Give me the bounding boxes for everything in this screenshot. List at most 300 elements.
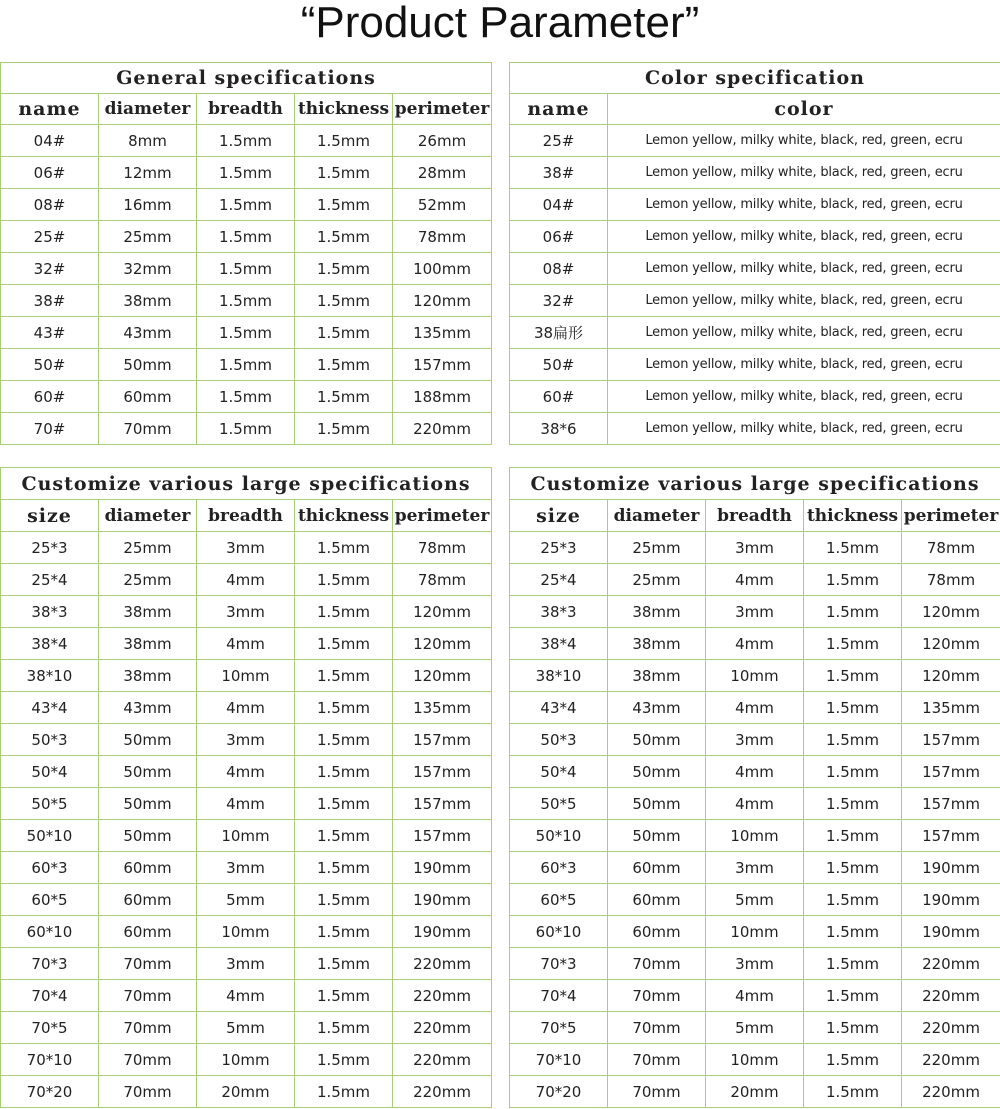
column-header: breadth <box>706 500 804 532</box>
table-cell: 120mm <box>902 596 1000 628</box>
table-row <box>1 317 492 349</box>
table-cell: 1.5mm <box>197 413 295 445</box>
table-row <box>510 948 1000 980</box>
table-row <box>1 125 492 157</box>
table-cell: 220mm <box>902 1076 1000 1108</box>
table-row <box>1 285 492 317</box>
table-cell: 3mm <box>197 948 295 980</box>
table-cell: 190mm <box>393 852 492 884</box>
table-row <box>1 349 492 381</box>
table-row <box>510 317 1000 349</box>
table-cell: 3mm <box>706 532 804 564</box>
column-header: diameter <box>99 500 197 532</box>
table-row <box>510 916 1000 948</box>
table-cell: 220mm <box>902 980 1000 1012</box>
table-cell: 38*10 <box>510 660 608 692</box>
table-cell: 1.5mm <box>804 884 902 916</box>
table-cell: Lemon yellow, milky white, black, red, green, ecru <box>608 317 1000 349</box>
table-cell: Lemon yellow, milky white, black, red, green, ecru <box>608 413 1000 445</box>
table-cell: 10mm <box>706 916 804 948</box>
table-cell: 1.5mm <box>295 628 393 660</box>
table-cell: 1.5mm <box>804 948 902 980</box>
table-cell: 43mm <box>99 692 197 724</box>
table-cell: 10mm <box>706 660 804 692</box>
table-cell: 3mm <box>197 724 295 756</box>
table-row <box>1 532 492 564</box>
table-cell: 78mm <box>902 532 1000 564</box>
table-cell: 220mm <box>902 948 1000 980</box>
table-cell: 190mm <box>902 852 1000 884</box>
table-cell: 70mm <box>99 1044 197 1076</box>
table-cell: 38*4 <box>1 628 99 660</box>
table-cell: Lemon yellow, milky white, black, red, green, ecru <box>608 189 1000 221</box>
table-cell: 1.5mm <box>295 788 393 820</box>
table-cell: 70*4 <box>510 980 608 1012</box>
table-cell: 1.5mm <box>295 724 393 756</box>
table-cell: 70*10 <box>510 1044 608 1076</box>
column-header: perimeter <box>902 500 1000 532</box>
table-cell: 100mm <box>393 253 492 285</box>
table-row <box>510 1012 1000 1044</box>
table-cell: 38mm <box>99 628 197 660</box>
table-row <box>510 125 1000 157</box>
table-row <box>510 980 1000 1012</box>
table-cell: 1.5mm <box>197 349 295 381</box>
table-cell: 3mm <box>706 724 804 756</box>
table-cell: 70*20 <box>510 1076 608 1108</box>
table-cell: 10mm <box>197 1044 295 1076</box>
table-cell: 157mm <box>902 820 1000 852</box>
general-spec-title: General specifications <box>1 63 492 94</box>
table-cell: 04# <box>510 189 608 221</box>
table-cell: 60mm <box>608 916 706 948</box>
table-cell: 60# <box>510 381 608 413</box>
table-cell: 10mm <box>706 1044 804 1076</box>
general-spec-table <box>0 62 492 445</box>
table-cell: 1.5mm <box>804 596 902 628</box>
table-row <box>1 1012 492 1044</box>
table-cell: 70*5 <box>510 1012 608 1044</box>
table-row <box>510 221 1000 253</box>
table-row <box>1 852 492 884</box>
table-cell: 10mm <box>197 916 295 948</box>
table-cell: 5mm <box>706 884 804 916</box>
table-cell: 1.5mm <box>197 125 295 157</box>
table-cell: 4mm <box>706 788 804 820</box>
table-row <box>510 285 1000 317</box>
table-cell: Lemon yellow, milky white, black, red, green, ecru <box>608 125 1000 157</box>
table-cell: 10mm <box>197 820 295 852</box>
table-cell: 1.5mm <box>197 189 295 221</box>
table-cell: 4mm <box>197 756 295 788</box>
table-cell: 38mm <box>99 285 197 317</box>
table-cell: 220mm <box>902 1012 1000 1044</box>
table-cell: 50*5 <box>1 788 99 820</box>
table-cell: 1.5mm <box>295 692 393 724</box>
table-cell: 4mm <box>197 628 295 660</box>
table-cell: 06# <box>1 157 99 189</box>
table-cell: 50mm <box>608 724 706 756</box>
table-cell: 38*3 <box>1 596 99 628</box>
table-cell: 1.5mm <box>804 756 902 788</box>
table-cell: 78mm <box>902 564 1000 596</box>
table-cell: 60*10 <box>1 916 99 948</box>
table-cell: 25# <box>1 221 99 253</box>
custom-spec-title: Customize various large specifications <box>510 468 1000 500</box>
table-row <box>1 413 492 445</box>
table-cell: 1.5mm <box>295 852 393 884</box>
table-cell: 60mm <box>99 884 197 916</box>
custom-spec-table-left <box>0 467 492 1108</box>
table-cell: 1.5mm <box>804 1012 902 1044</box>
table-cell: 220mm <box>393 413 492 445</box>
table-cell: 1.5mm <box>804 532 902 564</box>
table-row <box>510 692 1000 724</box>
table-cell: 157mm <box>902 724 1000 756</box>
table-cell: 1.5mm <box>804 820 902 852</box>
table-row <box>1 724 492 756</box>
table-cell: 1.5mm <box>197 253 295 285</box>
column-header: color <box>608 94 1000 125</box>
table-cell: 78mm <box>393 532 492 564</box>
table-cell: 135mm <box>393 317 492 349</box>
custom-spec-title: Customize various large specifications <box>1 468 492 500</box>
column-header: thickness <box>295 500 393 532</box>
table-row <box>510 820 1000 852</box>
table-cell: 50*4 <box>1 756 99 788</box>
table-cell: 1.5mm <box>295 221 393 253</box>
table-cell: 157mm <box>393 349 492 381</box>
table-cell: 1.5mm <box>295 1076 393 1108</box>
table-cell: 220mm <box>902 1044 1000 1076</box>
table-cell: 38# <box>510 157 608 189</box>
table-cell: 25*4 <box>510 564 608 596</box>
table-cell: 10mm <box>706 820 804 852</box>
table-cell: 3mm <box>706 596 804 628</box>
table-cell: 26mm <box>393 125 492 157</box>
table-cell: 43mm <box>608 692 706 724</box>
table-row <box>510 564 1000 596</box>
table-cell: 38mm <box>608 660 706 692</box>
table-cell: 25*3 <box>1 532 99 564</box>
table-cell: 1.5mm <box>804 1044 902 1076</box>
table-cell: 4mm <box>706 564 804 596</box>
table-cell: 70mm <box>99 948 197 980</box>
table-cell: 70*10 <box>1 1044 99 1076</box>
table-cell: 60mm <box>99 381 197 413</box>
table-row <box>510 253 1000 285</box>
page-title: “Product Parameter” <box>300 0 700 47</box>
table-cell: 4mm <box>197 788 295 820</box>
table-cell: 1.5mm <box>295 884 393 916</box>
table-row <box>1 692 492 724</box>
table-row <box>1 916 492 948</box>
table-cell: 20mm <box>197 1076 295 1108</box>
table-cell: 4mm <box>706 628 804 660</box>
table-cell: 4mm <box>706 980 804 1012</box>
table-cell: 157mm <box>393 788 492 820</box>
table-cell: 1.5mm <box>295 157 393 189</box>
table-cell: 70mm <box>608 948 706 980</box>
table-row <box>510 413 1000 445</box>
table-cell: 12mm <box>99 157 197 189</box>
color-spec-table <box>509 62 1000 445</box>
table-cell: 78mm <box>393 221 492 253</box>
table-cell: 3mm <box>197 852 295 884</box>
table-row <box>510 349 1000 381</box>
table-cell: 10mm <box>197 660 295 692</box>
table-cell: 25*3 <box>510 532 608 564</box>
color-spec-title: Color specification <box>510 63 1000 94</box>
table-row <box>1 756 492 788</box>
table-cell: 3mm <box>197 532 295 564</box>
table-cell: 220mm <box>393 948 492 980</box>
table-cell: 60*5 <box>510 884 608 916</box>
table-cell: 50# <box>510 349 608 381</box>
table-cell: 1.5mm <box>295 596 393 628</box>
table-cell: 25*4 <box>1 564 99 596</box>
table-cell: 70mm <box>608 980 706 1012</box>
table-header-row <box>1 500 492 532</box>
table-cell: 157mm <box>902 756 1000 788</box>
table-cell: 78mm <box>393 564 492 596</box>
table-cell: 70*20 <box>1 1076 99 1108</box>
table-cell: 60*3 <box>1 852 99 884</box>
table-cell: 50mm <box>99 756 197 788</box>
table-cell: 1.5mm <box>804 660 902 692</box>
table-row <box>510 788 1000 820</box>
table-cell: 50*3 <box>1 724 99 756</box>
table-row <box>1 1076 492 1108</box>
table-cell: 43mm <box>99 317 197 349</box>
table-cell: 1.5mm <box>295 564 393 596</box>
table-cell: 60mm <box>99 852 197 884</box>
table-cell: 60mm <box>608 884 706 916</box>
table-cell: Lemon yellow, milky white, black, red, green, ecru <box>608 157 1000 189</box>
table-cell: 1.5mm <box>295 1012 393 1044</box>
column-header: thickness <box>295 94 393 125</box>
column-header: perimeter <box>393 94 492 125</box>
table-row <box>1 253 492 285</box>
table-row <box>510 1044 1000 1076</box>
table-cell: 50mm <box>608 788 706 820</box>
table-row <box>1 221 492 253</box>
table-cell: 20mm <box>706 1076 804 1108</box>
table-row <box>1 157 492 189</box>
table-cell: 220mm <box>393 1044 492 1076</box>
table-row <box>510 628 1000 660</box>
table-cell: 50mm <box>99 724 197 756</box>
table-cell: 190mm <box>902 916 1000 948</box>
table-cell: Lemon yellow, milky white, black, red, green, ecru <box>608 381 1000 413</box>
table-cell: 32# <box>1 253 99 285</box>
table-row <box>510 724 1000 756</box>
table-cell: 16mm <box>99 189 197 221</box>
table-cell: 220mm <box>393 1012 492 1044</box>
table-cell: 1.5mm <box>295 349 393 381</box>
table-cell: 4mm <box>197 564 295 596</box>
table-cell: 4mm <box>706 692 804 724</box>
table-row <box>510 1076 1000 1108</box>
table-row <box>1 788 492 820</box>
table-cell: 38*10 <box>1 660 99 692</box>
table-cell: 1.5mm <box>295 820 393 852</box>
table-cell: 32mm <box>99 253 197 285</box>
table-cell: 50*5 <box>510 788 608 820</box>
table-cell: 1.5mm <box>295 285 393 317</box>
table-cell: 04# <box>1 125 99 157</box>
table-cell: 28mm <box>393 157 492 189</box>
table-cell: 70*3 <box>510 948 608 980</box>
table-cell: 157mm <box>393 724 492 756</box>
table-cell: 52mm <box>393 189 492 221</box>
table-header-row <box>510 500 1000 532</box>
table-row <box>510 189 1000 221</box>
table-row <box>1 189 492 221</box>
table-cell: 25mm <box>99 221 197 253</box>
table-cell: 38mm <box>608 628 706 660</box>
column-header: size <box>1 500 99 532</box>
table-cell: 38*3 <box>510 596 608 628</box>
table-cell: 38mm <box>608 596 706 628</box>
table-cell: 25mm <box>608 532 706 564</box>
table-cell: 8mm <box>99 125 197 157</box>
table-cell: 1.5mm <box>295 980 393 1012</box>
table-cell: 50# <box>1 349 99 381</box>
table-row <box>510 660 1000 692</box>
table-cell: 1.5mm <box>295 756 393 788</box>
table-header-row <box>1 94 492 125</box>
table-cell: 60*3 <box>510 852 608 884</box>
table-cell: 1.5mm <box>295 916 393 948</box>
table-cell: 188mm <box>393 381 492 413</box>
table-cell: 1.5mm <box>804 628 902 660</box>
table-cell: Lemon yellow, milky white, black, red, green, ecru <box>608 221 1000 253</box>
table-row <box>510 596 1000 628</box>
table-cell: 1.5mm <box>804 724 902 756</box>
column-header: perimeter <box>393 500 492 532</box>
column-header: breadth <box>197 500 295 532</box>
table-cell: 50mm <box>99 349 197 381</box>
table-cell: 1.5mm <box>295 413 393 445</box>
table-cell: 60mm <box>99 916 197 948</box>
column-header: name <box>1 94 99 125</box>
table-cell: 3mm <box>706 948 804 980</box>
table-cell: 4mm <box>197 692 295 724</box>
table-row <box>1 948 492 980</box>
table-cell: 157mm <box>393 756 492 788</box>
table-cell: 157mm <box>902 788 1000 820</box>
table-cell: 1.5mm <box>804 1076 902 1108</box>
table-cell: 70mm <box>608 1076 706 1108</box>
table-cell: 1.5mm <box>804 852 902 884</box>
table-cell: 1.5mm <box>804 916 902 948</box>
table-cell: 1.5mm <box>197 317 295 349</box>
table-cell: 135mm <box>393 692 492 724</box>
table-cell: 50*10 <box>510 820 608 852</box>
table-cell: 08# <box>510 253 608 285</box>
table-cell: 50mm <box>99 788 197 820</box>
column-header: size <box>510 500 608 532</box>
table-cell: 38mm <box>99 596 197 628</box>
table-row <box>510 884 1000 916</box>
table-cell: 120mm <box>393 628 492 660</box>
table-cell: 1.5mm <box>295 532 393 564</box>
table-cell: 08# <box>1 189 99 221</box>
table-row <box>1 1044 492 1076</box>
table-cell: 38mm <box>99 660 197 692</box>
table-cell: 120mm <box>393 660 492 692</box>
table-cell: 70mm <box>99 1012 197 1044</box>
column-header: thickness <box>804 500 902 532</box>
table-cell: 1.5mm <box>804 692 902 724</box>
table-cell: Lemon yellow, milky white, black, red, green, ecru <box>608 285 1000 317</box>
table-cell: 25mm <box>99 532 197 564</box>
table-cell: 1.5mm <box>295 189 393 221</box>
table-cell: 70*3 <box>1 948 99 980</box>
table-cell: 190mm <box>393 884 492 916</box>
table-cell: 120mm <box>902 628 1000 660</box>
table-cell: 60# <box>1 381 99 413</box>
table-cell: 1.5mm <box>295 381 393 413</box>
table-cell: 50*4 <box>510 756 608 788</box>
table-cell: 1.5mm <box>295 1044 393 1076</box>
table-cell: 1.5mm <box>804 980 902 1012</box>
table-row <box>510 157 1000 189</box>
table-cell: 120mm <box>393 596 492 628</box>
table-cell: 70mm <box>99 1076 197 1108</box>
table-row <box>510 756 1000 788</box>
table-row <box>1 980 492 1012</box>
table-row <box>1 884 492 916</box>
table-row <box>510 381 1000 413</box>
table-cell: 1.5mm <box>804 564 902 596</box>
table-cell: 50*10 <box>1 820 99 852</box>
table-row <box>510 852 1000 884</box>
table-cell: 70*5 <box>1 1012 99 1044</box>
table-cell: 43*4 <box>1 692 99 724</box>
table-cell: 1.5mm <box>295 253 393 285</box>
table-cell: 1.5mm <box>197 221 295 253</box>
table-row <box>1 564 492 596</box>
table-row <box>1 596 492 628</box>
table-cell: 70mm <box>99 980 197 1012</box>
table-cell: 25mm <box>608 564 706 596</box>
table-cell: 1.5mm <box>197 157 295 189</box>
table-cell: 1.5mm <box>295 948 393 980</box>
table-cell: 220mm <box>393 980 492 1012</box>
table-row <box>1 628 492 660</box>
table-cell: 50mm <box>608 756 706 788</box>
table-cell: Lemon yellow, milky white, black, red, green, ecru <box>608 253 1000 285</box>
table-cell: 38扁形 <box>510 317 608 349</box>
table-cell: 4mm <box>197 980 295 1012</box>
table-cell: Lemon yellow, milky white, black, red, green, ecru <box>608 349 1000 381</box>
table-cell: 38*6 <box>510 413 608 445</box>
table-cell: 06# <box>510 221 608 253</box>
column-header: diameter <box>99 94 197 125</box>
table-cell: 3mm <box>706 852 804 884</box>
column-header: name <box>510 94 608 125</box>
table-cell: 70mm <box>608 1044 706 1076</box>
column-header: diameter <box>608 500 706 532</box>
table-cell: 38*4 <box>510 628 608 660</box>
table-cell: 220mm <box>393 1076 492 1108</box>
table-cell: 60mm <box>608 852 706 884</box>
table-cell: 60*10 <box>510 916 608 948</box>
custom-spec-table-right <box>509 467 1000 1108</box>
table-cell: 25# <box>510 125 608 157</box>
